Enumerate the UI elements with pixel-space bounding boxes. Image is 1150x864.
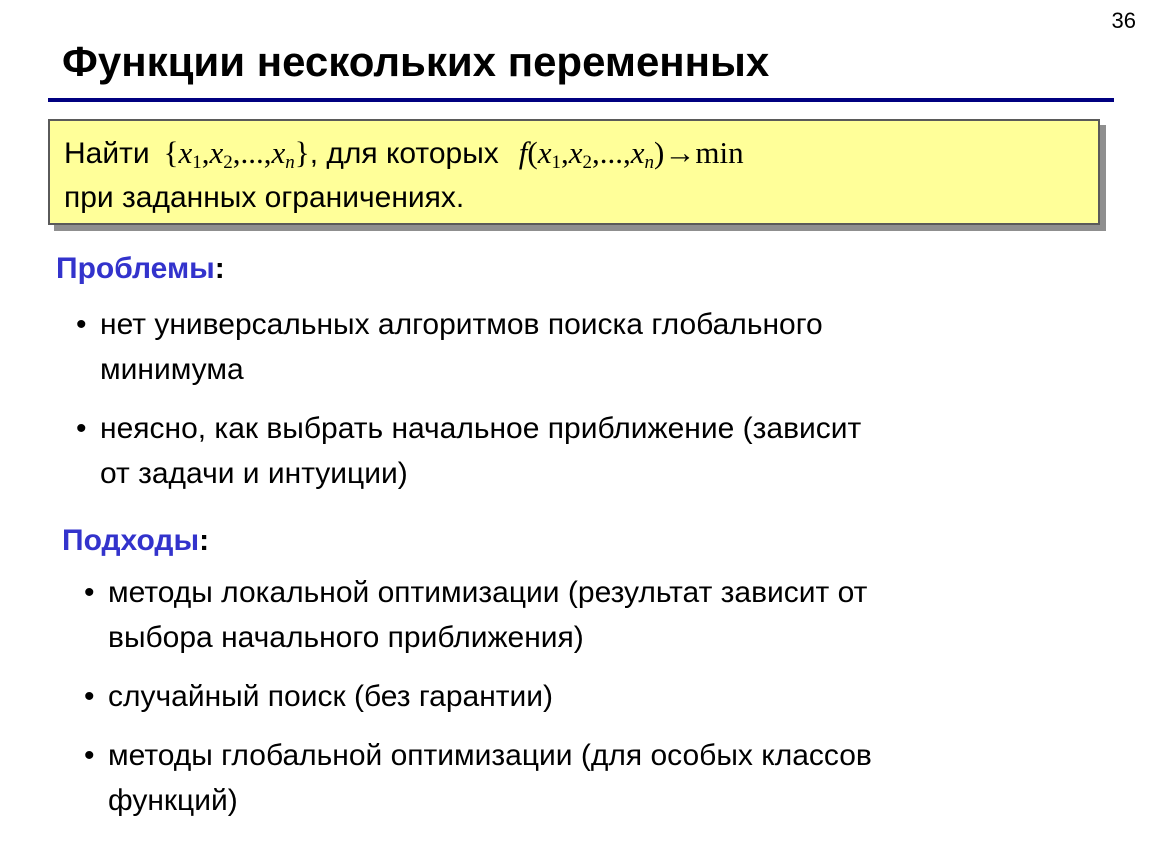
approach-item — [84, 674, 1114, 719]
problems-heading-label: Проблемы — [56, 252, 215, 285]
task-statement-line — [64, 135, 744, 174]
task-constraint-line: при заданных ограничениях. — [64, 181, 465, 214]
approach-item — [84, 733, 1114, 823]
task-box — [48, 119, 1100, 225]
problem-item — [76, 302, 1106, 392]
problem-item-line: минимума — [100, 353, 244, 386]
approach-item-line: • методы глобальной оптимизации (для особых классов — [108, 739, 872, 772]
approaches-heading-colon: : — [199, 524, 210, 557]
task-middle: , для которых — [309, 137, 499, 170]
approach-item-line: выбора начального приближения) — [108, 621, 584, 654]
problem-item-line: • неясно, как выбрать начальное приближение (зависит — [100, 412, 862, 445]
problems-list — [76, 302, 1106, 510]
approaches-heading — [62, 524, 209, 558]
problem-item — [76, 406, 1106, 496]
title-divider — [48, 98, 1114, 102]
variable-set-formula: $\{x_1,x_2,...,x_n\}$ — [163, 135, 310, 173]
problems-heading — [56, 252, 225, 286]
approaches-heading-label: Подходы — [62, 524, 200, 557]
problem-item-line: от задачи и интуиции) — [100, 457, 408, 490]
problems-heading-colon: : — [214, 252, 225, 285]
task-prefix: Найти — [64, 137, 150, 170]
objective-formula: $f(x_1,x_2,...,x_n)\to\min$ — [518, 135, 744, 173]
approach-item-line: • методы локальной оптимизации (результат зависит от — [108, 576, 868, 609]
approach-item-line: функций) — [108, 784, 238, 817]
page-number: 36 — [1111, 8, 1136, 33]
approaches-list — [84, 570, 1114, 837]
approach-item-line: • случайный поиск (без гарантии) — [108, 680, 554, 713]
approach-item — [84, 570, 1114, 660]
slide-title: Функции нескольких переменных — [62, 38, 770, 85]
problem-item-line: • нет универсальных алгоритмов поиска глобального — [100, 308, 823, 341]
